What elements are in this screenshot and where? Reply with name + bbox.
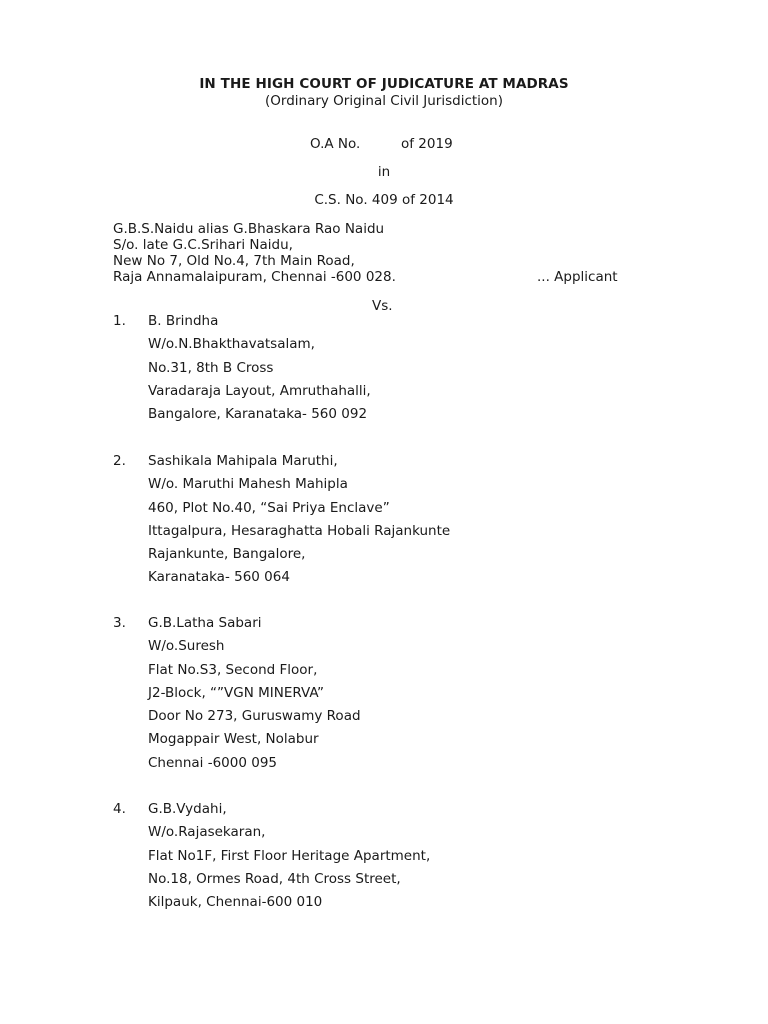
respondent-number: 3.	[113, 615, 126, 631]
respondent-address	[148, 313, 371, 429]
applicant-address	[113, 221, 396, 285]
respondent-line: Flat No1F, First Floor Heritage Apartment,	[148, 847, 431, 864]
suit-number: C.S. No. 409 of 2014	[314, 192, 454, 208]
respondent-line: Flat No.S3, Second Floor,	[148, 661, 318, 678]
oa-number-label: O.A No.	[310, 136, 361, 152]
respondent-line: Varadaraja Layout, Amruthahalli,	[148, 382, 371, 399]
respondent-line: Rajankunte, Bangalore,	[148, 546, 306, 563]
applicant-line: S/o. late G.C.Srihari Naidu,	[113, 237, 293, 253]
respondent-number: 4.	[113, 801, 126, 817]
respondent-number: 1.	[113, 313, 126, 329]
respondent-address	[148, 615, 361, 778]
applicant-role: ... Applicant	[537, 269, 618, 285]
applicant-line: G.B.S.Naidu alias G.Bhaskara Rao Naidu	[113, 221, 385, 237]
in-connector: in	[377, 164, 391, 180]
respondent-line: W/o.Suresh	[148, 638, 225, 655]
respondent-line: W/o. Maruthi Mahesh Mahipla	[148, 476, 348, 493]
respondent-line: Mogappair West, Nolabur	[148, 731, 319, 748]
jurisdiction-subtitle: (Ordinary Original Civil Jurisdiction)	[264, 93, 503, 109]
oa-year: of 2019	[401, 136, 453, 152]
respondent-line: G.B.Latha Sabari	[148, 615, 262, 631]
applicant-line: New No 7, Old No.4, 7th Main Road,	[113, 253, 355, 269]
respondent-line: Kilpauk, Chennai-600 010	[148, 894, 323, 911]
respondent-line: J2-Block, “”VGN MINERVA”	[148, 684, 324, 701]
respondent-address	[148, 801, 430, 917]
respondent-line: No.18, Ormes Road, 4th Cross Street,	[148, 870, 401, 887]
respondent-line: Bangalore, Karanataka- 560 092	[148, 406, 368, 423]
applicant-line: Raja Annamalaipuram, Chennai -600 028.	[113, 269, 396, 285]
respondent-line: Door No 273, Guruswamy Road	[148, 708, 361, 725]
respondent-line: W/o.N.Bhakthavatsalam,	[148, 336, 315, 353]
respondent-line: Karanataka- 560 064	[148, 569, 290, 586]
respondent-line: 460, Plot No.40, “Sai Priya Enclave”	[148, 499, 390, 516]
respondent-line: B. Brindha	[148, 313, 219, 329]
court-title: IN THE HIGH COURT OF JUDICATURE AT MADRAS	[199, 76, 569, 92]
respondent-line: G.B.Vydahi,	[148, 801, 227, 817]
respondent-line: W/o.Rajasekaran,	[148, 824, 266, 841]
respondent-line: Chennai -6000 095	[148, 754, 278, 771]
respondent-number: 2.	[113, 453, 126, 469]
respondent-line: No.31, 8th B Cross	[148, 359, 274, 376]
respondent-line: Ittagalpura, Hesaraghatta Hobali Rajankunte	[148, 522, 451, 539]
respondent-line: Sashikala Mahipala Maruthi,	[148, 453, 338, 469]
respondent-address	[148, 453, 450, 593]
versus-label: Vs.	[372, 298, 393, 314]
